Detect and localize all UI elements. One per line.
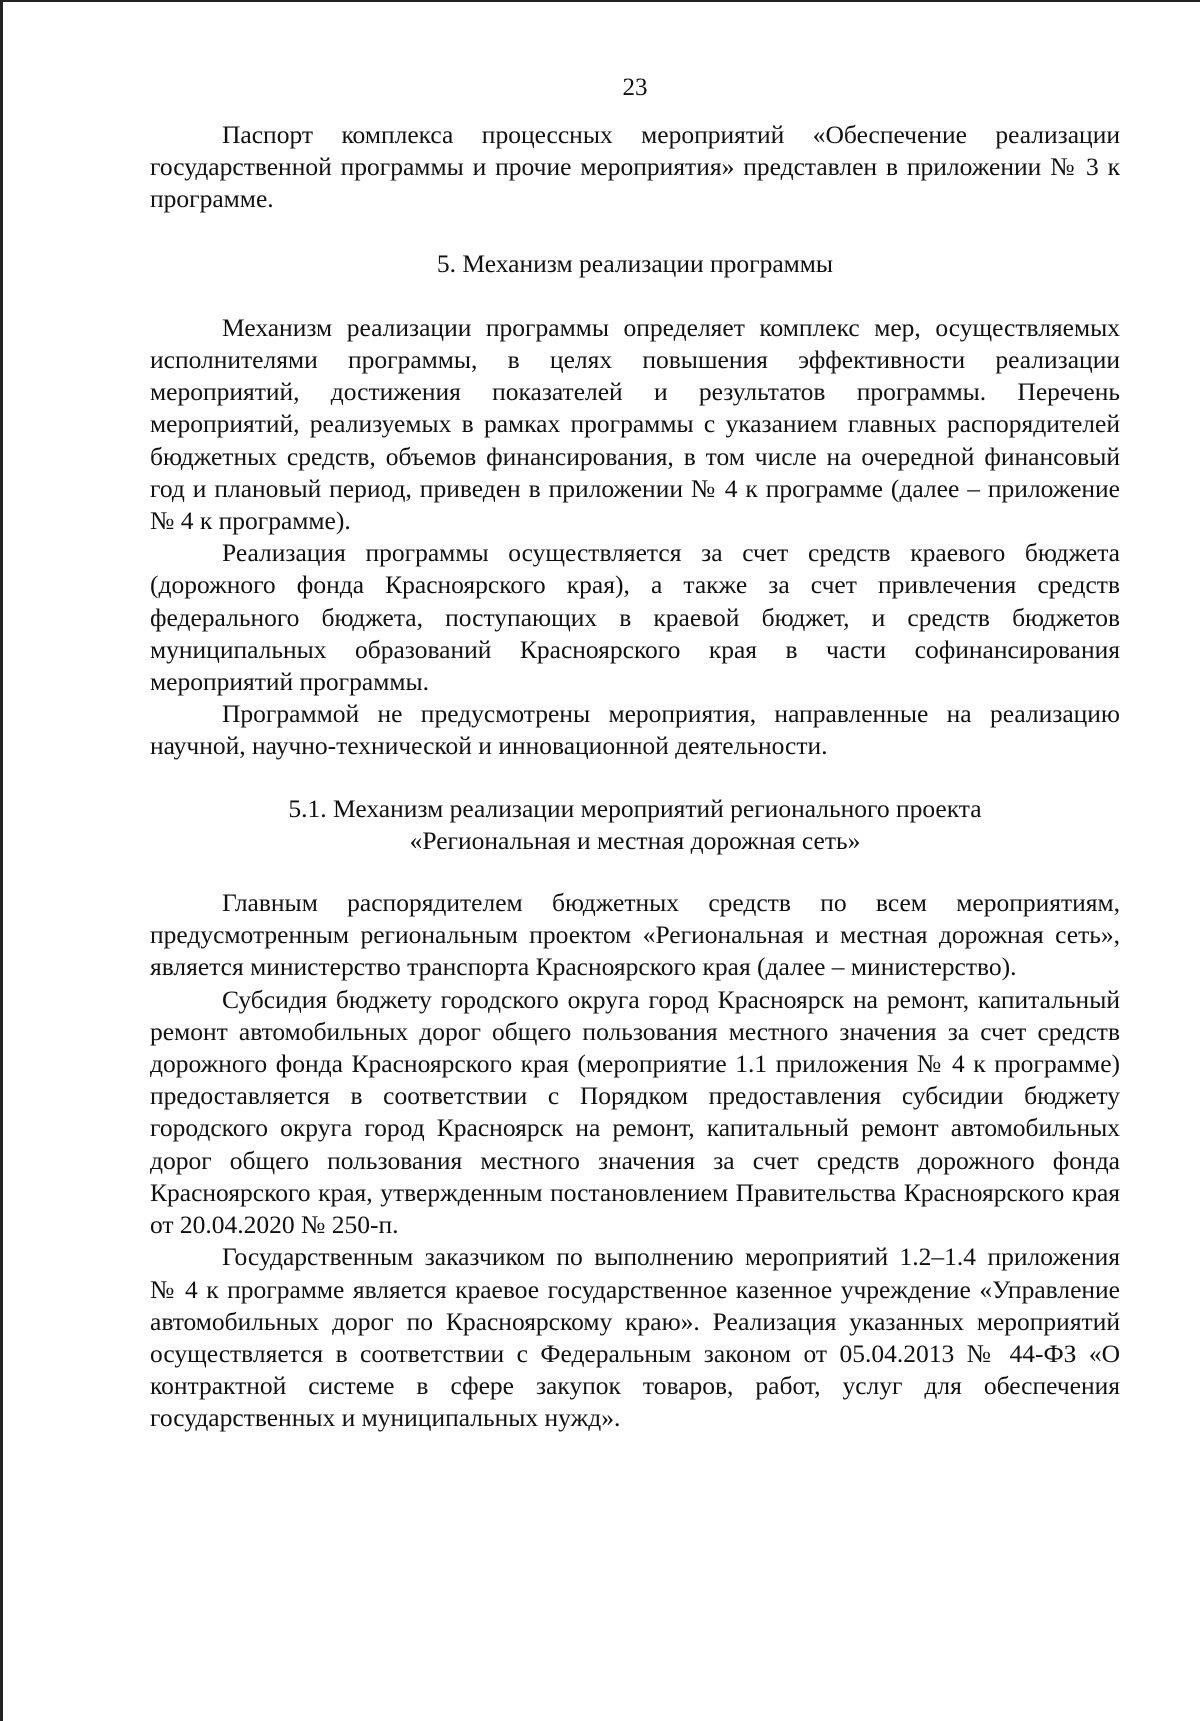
spacer [150,280,1120,312]
spacer [150,216,1120,248]
section-5-1-heading-line-1: 5.1. Механизм реализации мероприятий регионального проекта [288,793,982,823]
section-5-1-paragraph: Главным распорядителем бюджетных средств по всем мероприятиям, предусмотренным региональным проектом «Региональная и местная дорожная сеть», является министерство транспорта Красноярского края (далее – министерство). [150,888,1120,982]
section-5-1-heading-line-2: «Региональная и местная дорожная сеть» [409,825,861,855]
section-5-heading: 5. Механизм реализации программы [436,248,834,278]
spacer [150,763,1120,793]
section-5-1-paragraph: Субсидия бюджету городского округа город Красноярск на ремонт, капитальный ремонт автомобильных дорог общего пользования местного значения за счет средств дорожного фонда Красноярского края (мероприятие 1.1 приложения № 4 к программе) предоставляется в соответствии с Порядком предоставления субсидии бюджету городского округа город Красноярск на ремонт, капитальный ремонт автомобильных дорог общего пользования местного значения за счет средств дорожного фонда Красноярского края, утвержденным постановлением Правительства Красноярского края от 20.04.2020 № 250-п. [150,984,1120,1240]
section-5-paragraph: Программой не предусмотрены мероприятия, направленные на реализацию научной, научно-технической и инновационной деятельности. [150,699,1120,761]
page-content [150,72,1120,1435]
section-5-paragraph: Механизм реализации программы определяет комплекс мер, осуществляемых исполнителями программы, в целях повышения эффективности реализации мероприятий, достижения показателей и результатов программы. Перечень мероприятий, реализуемых в рамках программы с указанием главных распорядителей бюджетных средств, объемов финансирования, в том числе на очередной финансовый год и плановый период, приведен в приложении № 4 к программе (далее – приложение № 4 к программе). [150,312,1120,536]
spacer [150,857,1120,887]
section-5-1-paragraph: Государственным заказчиком по выполнению мероприятий 1.2–1.4 приложения № 4 к программе является краевое государственное казенное учреждение «Управление автомобильных дорог по Красноярскому краю». Реализация указанных мероприятий осуществляется в соответствии с Федеральным законом от 05.04.2013 № 44-ФЗ «О контрактной системе в сфере закупок товаров, работ, услуг для обеспечения государственных и муниципальных нужд». [150,1242,1120,1433]
page-number: 23 [622,74,648,101]
section-5-paragraph: Реализация программы осуществляется за счет средств краевого бюджета (дорожного фонда Красноярского края), а также за счет привлечения средств федерального бюджета, поступающих в краевой бюджет, и средств бюджетов муниципальных образований Красноярского края в части софинансирования мероприятий программы. [150,538,1120,697]
intro-paragraph: Паспорт комплекса процессных мероприятий «Обеспечение реализации государственной программы и прочие мероприятия» представлен в приложении № 3 к программе. [150,120,1120,214]
